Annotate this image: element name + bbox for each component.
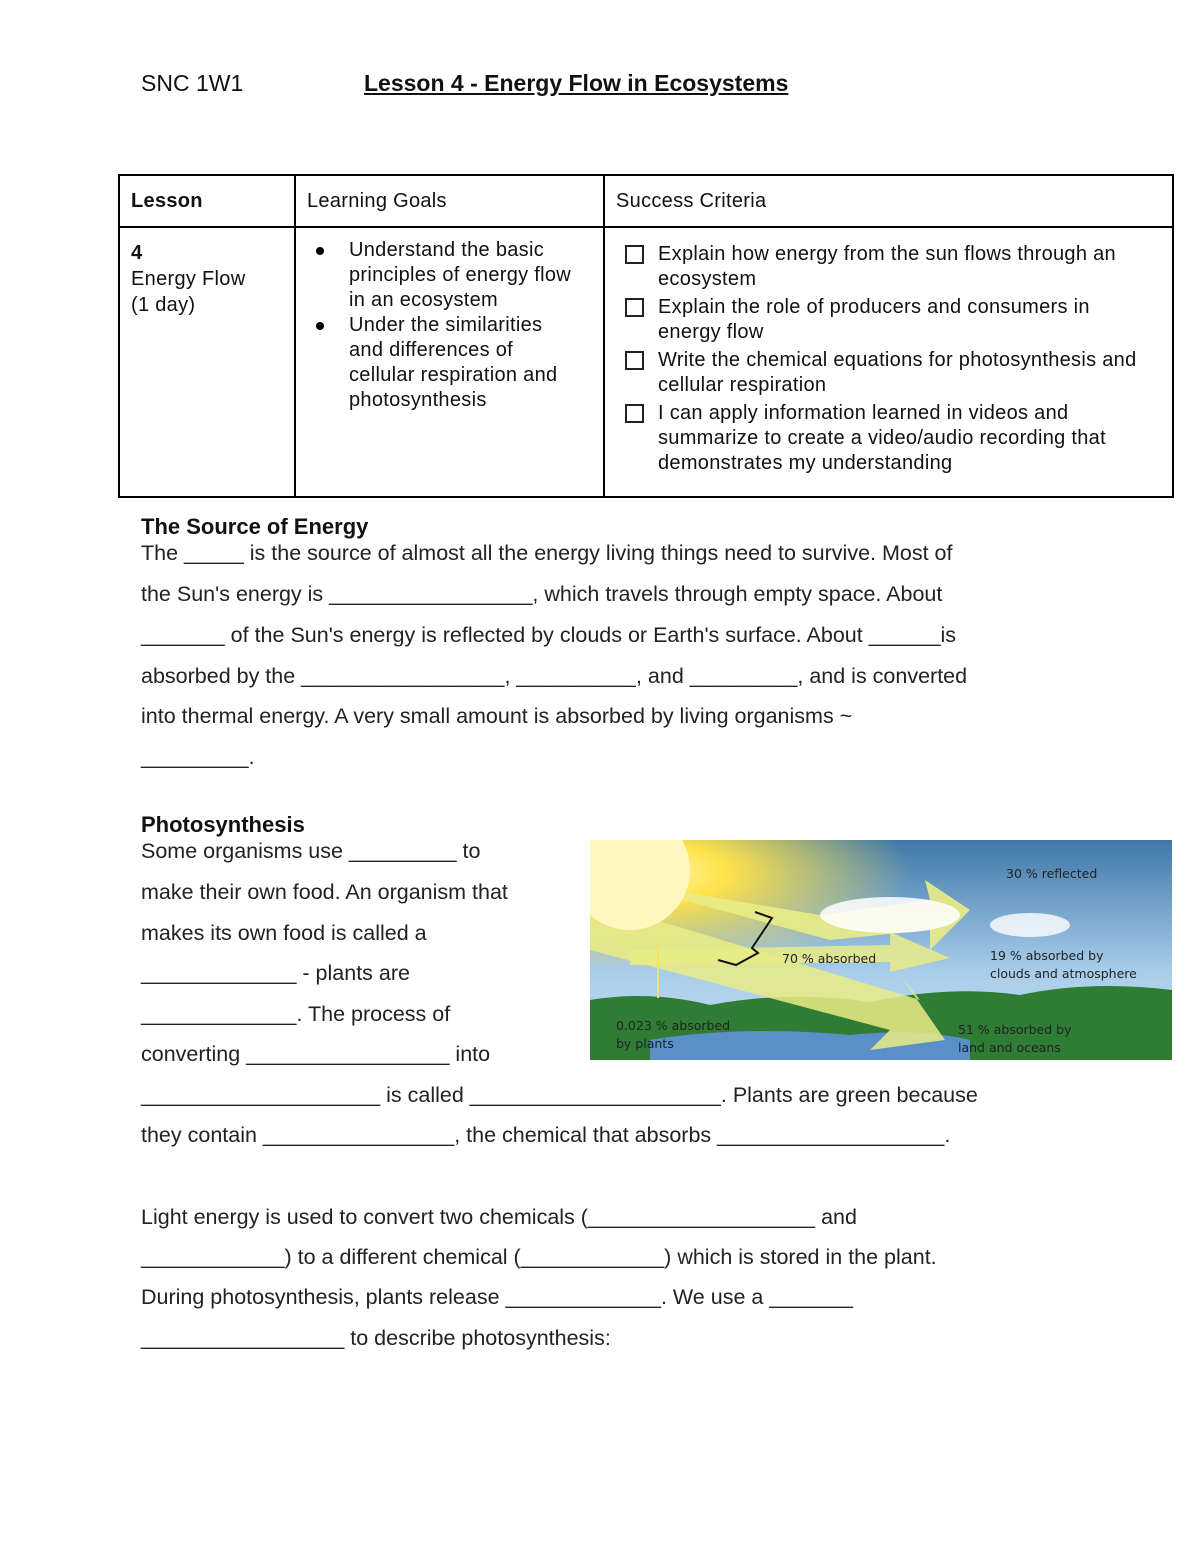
- criterion-line: summarize to create a video/audio recording that: [658, 427, 1106, 449]
- section-heading-source: The Source of Energy: [141, 514, 369, 539]
- label-absorbed: 70 % absorbed: [782, 951, 877, 966]
- goal-item: [296, 238, 603, 313]
- lesson-name: Energy Flow: [131, 268, 246, 290]
- section-heading-photosynthesis: Photosynthesis: [141, 812, 305, 837]
- checkbox-icon[interactable]: [625, 245, 644, 264]
- goals-cell: [295, 227, 604, 497]
- criterion-line: Explain the role of producers and consumers in: [658, 296, 1090, 318]
- text-line: During photosynthesis, plants release _____________. We use a _______: [141, 1285, 854, 1309]
- label-plants: 0.023 % absorbed: [616, 1018, 731, 1033]
- criterion-item[interactable]: [605, 242, 1172, 292]
- criteria-cell: [604, 227, 1173, 497]
- text-line: _____________ - plants are: [141, 961, 410, 985]
- text-line: _______ of the Sun's energy is reflected by clouds or Earth's surface. About ______is: [141, 623, 956, 647]
- goal-item: [296, 313, 603, 413]
- checkbox-icon[interactable]: [625, 404, 644, 423]
- text-line: absorbed by the _________________, __________, and _________, and is converted: [141, 664, 968, 688]
- bullet-icon: [316, 322, 324, 330]
- label-clouds: clouds and atmosphere: [990, 966, 1137, 981]
- text-line: they contain ________________, the chemical that absorbs ___________________.: [141, 1123, 951, 1147]
- text-line: into thermal energy. A very small amount is absorbed by living organisms ~: [141, 704, 853, 728]
- criterion-line: ecosystem: [658, 268, 757, 290]
- lesson-number: 4: [131, 242, 143, 264]
- cloud: [990, 913, 1070, 937]
- criterion-line: cellular respiration: [658, 374, 827, 396]
- criterion-line: I can apply information learned in videos and: [658, 402, 1069, 424]
- text-line: The _____ is the source of almost all the energy living things need to survive. Most of: [141, 541, 953, 565]
- goal-line: principles of energy flow: [349, 264, 572, 286]
- text-line: ____________) to a different chemical (____________) which is stored in the plant.: [141, 1245, 937, 1269]
- criterion-item[interactable]: [605, 295, 1172, 345]
- text-line: makes its own food is called a: [141, 921, 427, 945]
- text-line: Light energy is used to convert two chemicals (___________________ and: [141, 1205, 857, 1229]
- checkbox-icon[interactable]: [625, 351, 644, 370]
- criterion-line: demonstrates my understanding: [658, 452, 953, 474]
- goal-line: and differences of: [349, 339, 514, 361]
- text-line: _____________. The process of: [141, 1002, 451, 1026]
- lesson-cell: [119, 227, 295, 497]
- text-line: make their own food. An organism that: [141, 880, 508, 904]
- lesson-table: [118, 174, 1174, 498]
- text-line: the Sun's energy is _________________, which travels through empty space. About: [141, 582, 943, 606]
- lesson-duration: (1 day): [131, 294, 196, 316]
- text-line: converting _________________ into: [141, 1042, 491, 1066]
- criterion-line: Write the chemical equations for photosynthesis and: [658, 349, 1137, 371]
- text-line: Some organisms use _________ to: [141, 839, 481, 863]
- checkbox-icon[interactable]: [625, 298, 644, 317]
- text-line: _________________ to describe photosynthesis:: [141, 1326, 611, 1350]
- course-code: SNC 1W1: [141, 70, 244, 96]
- header-lesson: Lesson: [119, 175, 295, 227]
- text-line: _________.: [141, 745, 255, 769]
- label-land: land and oceans: [958, 1040, 1061, 1055]
- criterion-item[interactable]: [605, 348, 1172, 398]
- energy-flow-diagram: [590, 840, 1172, 1060]
- goal-line: Under the similarities: [349, 314, 543, 336]
- header-criteria: Success Criteria: [604, 175, 1173, 227]
- text-line: ____________________ is called _____________________. Plants are green because: [141, 1083, 978, 1107]
- criterion-line: energy flow: [658, 321, 764, 343]
- criterion-line: Explain how energy from the sun flows through an: [658, 243, 1116, 265]
- header-goals: Learning Goals: [295, 175, 604, 227]
- label-reflected: 30 % reflected: [1006, 866, 1098, 881]
- label-clouds: 19 % absorbed by: [990, 948, 1104, 963]
- criterion-item[interactable]: [605, 401, 1172, 476]
- page-title: Lesson 4 - Energy Flow in Ecosystems: [364, 70, 789, 96]
- cloud: [820, 897, 960, 933]
- label-land: 51 % absorbed by: [958, 1022, 1072, 1037]
- bullet-icon: [316, 247, 324, 255]
- label-plants: by plants: [616, 1036, 674, 1051]
- goal-line: cellular respiration and: [349, 364, 558, 386]
- goal-line: in an ecosystem: [349, 289, 499, 311]
- goal-line: photosynthesis: [349, 389, 487, 411]
- goal-line: Understand the basic: [349, 239, 545, 261]
